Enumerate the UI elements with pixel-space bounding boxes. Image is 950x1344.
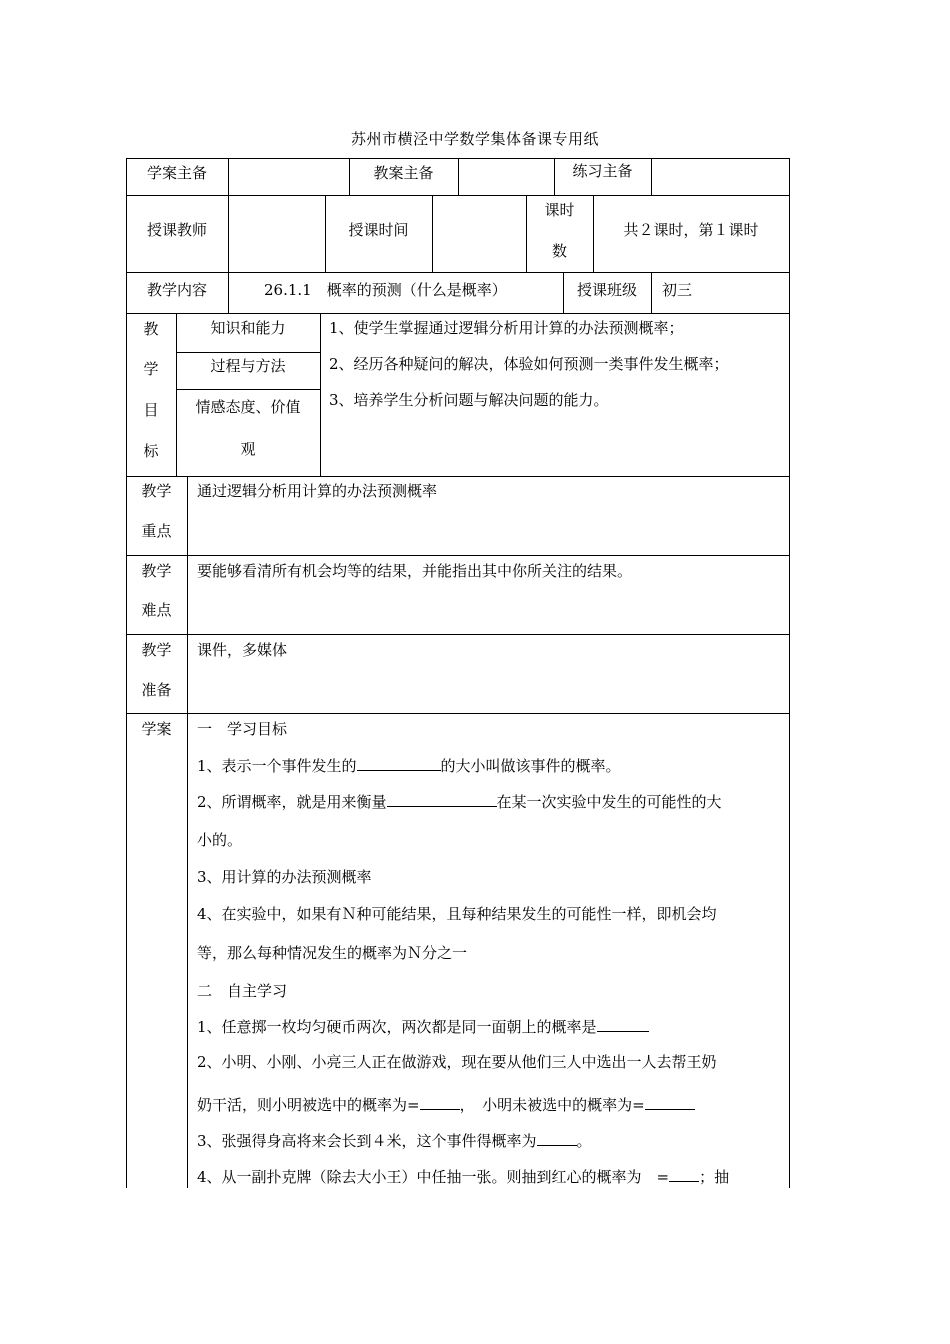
row-divider [126, 476, 790, 477]
goals-subdivider [176, 352, 320, 353]
goals-side-char: 教 [143, 320, 159, 338]
goal-item: 2、经历各种疑问的解决，体验如何预测一类事件发生概率； [329, 355, 729, 373]
exercise-4 [197, 1167, 729, 1186]
exercise-1-text: 1、任意掷一枚均匀硬币两次，两次都是同一面朝上的概率是 [197, 1018, 597, 1036]
exercise-3-text-a: 3、张强得身高将来会长到４米，这个事件得概率为 [197, 1132, 537, 1150]
answer-blank[interactable] [537, 1131, 577, 1146]
exercise-4-text-b: ；抽 [699, 1168, 730, 1186]
goal-cat-attitude-2: 观 [240, 440, 256, 458]
prep-label-2: 准备 [141, 681, 172, 699]
label-class: 授课班级 [576, 281, 637, 299]
difficult-label-1: 教学 [141, 562, 172, 580]
answer-blank[interactable] [597, 1017, 649, 1032]
exercise-4-text-a: 4、从一副扑克牌（除去大小王）中任抽一张。则抽到红心的概率为 = [197, 1168, 670, 1186]
class-value: 初三 [662, 281, 693, 299]
exercise-1 [197, 1017, 649, 1036]
goals-side-char: 学 [143, 360, 159, 378]
answer-blank[interactable] [669, 1167, 699, 1182]
row-divider [126, 713, 790, 714]
plan-q2 [197, 792, 722, 811]
label-time: 授课时间 [348, 221, 409, 239]
label-content: 教学内容 [146, 281, 207, 299]
plan-q3: 3、用计算的办法预测概率 [197, 868, 372, 886]
exercise-2-text-a: 奶干活，则小明被选中的概率为= [197, 1096, 420, 1114]
plan-label: 学案 [141, 720, 172, 738]
plan-section-1: 一 学习目标 [197, 720, 288, 738]
plan-q1-text-a: 1、表示一个事件发生的 [197, 757, 357, 775]
exercise-2-text-b: ， 小明未被选中的概率为= [459, 1096, 645, 1114]
prep-label-1: 教学 [141, 641, 172, 659]
exercise-3-text-b: 。 [576, 1132, 592, 1150]
plan-q1-text-b: 的大小叫做该事件的概率。 [440, 757, 621, 775]
label-keshi-1: 课时 [544, 201, 575, 219]
answer-blank[interactable] [357, 756, 441, 771]
row-divider [126, 313, 790, 314]
row-divider [126, 272, 790, 273]
difficult-label-2: 难点 [141, 601, 172, 619]
content-value: 26.1.1 概率的预测（什么是概率） [264, 281, 507, 299]
plan-q4: 4、在实验中，如果有Ｎ种可能结果，且每种结果发生的可能性一样，即机会均 [197, 905, 717, 923]
goals-subdivider [176, 389, 320, 390]
cell-divider [187, 476, 188, 1188]
plan-q2-text-b: 在某一次实验中发生的可能性的大 [496, 793, 722, 811]
goals-side-char: 目 [143, 401, 159, 419]
row-divider [126, 634, 790, 635]
label-teacher: 授课教师 [146, 221, 207, 239]
plan-q2-text-a: 2、所谓概率，就是用来衡量 [197, 793, 387, 811]
exercise-2: 2、小明、小刚、小亮三人正在做游戏，现在要从他们三人中选出一人去帮王奶 [197, 1053, 717, 1071]
plan-section-2: 二 自主学习 [197, 982, 288, 1000]
answer-blank[interactable] [420, 1095, 460, 1110]
label-lian-xi: 练习主备 [572, 162, 633, 180]
goal-item: 3、培养学生分析问题与解决问题的能力。 [329, 391, 609, 409]
key-text: 通过逻辑分析用计算的办法预测概率 [197, 482, 438, 500]
goal-cat-knowledge: 知识和能力 [210, 319, 286, 337]
difficult-text: 要能够看清所有机会均等的结果，并能指出其中你所关注的结果。 [197, 562, 633, 580]
goals-side-char: 标 [143, 442, 159, 460]
row-divider [126, 555, 790, 556]
key-label-2: 重点 [141, 522, 172, 540]
cell-divider [228, 272, 229, 313]
cell-divider [432, 195, 433, 272]
cell-divider [651, 272, 652, 313]
page-title: 苏州市横泾中学数学集体备课专用纸 [350, 130, 599, 148]
plan-q2-cont: 小的。 [197, 831, 243, 849]
cell-divider [651, 158, 652, 195]
plan-q1 [197, 756, 621, 775]
row-divider [126, 195, 790, 196]
exercise-3 [197, 1131, 592, 1150]
goal-cat-process: 过程与方法 [210, 357, 286, 375]
answer-blank[interactable] [387, 792, 497, 807]
label-keshi-2: 数 [551, 242, 567, 260]
keshi-value: 共２课时，第１课时 [623, 221, 759, 239]
plan-q4-cont: 等，那么每种情况发生的概率为Ｎ分之一 [197, 944, 468, 962]
cell-divider [228, 195, 229, 272]
cell-divider [458, 158, 459, 195]
answer-blank[interactable] [645, 1095, 695, 1110]
label-jiao-an: 教案主备 [373, 164, 434, 182]
key-label-1: 教学 [141, 482, 172, 500]
prep-text: 课件，多媒体 [197, 641, 288, 659]
cell-divider [320, 313, 321, 476]
goal-cat-attitude: 情感态度、价值 [195, 398, 301, 416]
cell-divider [228, 158, 229, 195]
label-xue-an: 学案主备 [146, 164, 207, 182]
goal-item: 1、使学生掌握通过逻辑分析用计算的办法预测概率； [329, 319, 684, 337]
exercise-2-cont [197, 1095, 695, 1114]
